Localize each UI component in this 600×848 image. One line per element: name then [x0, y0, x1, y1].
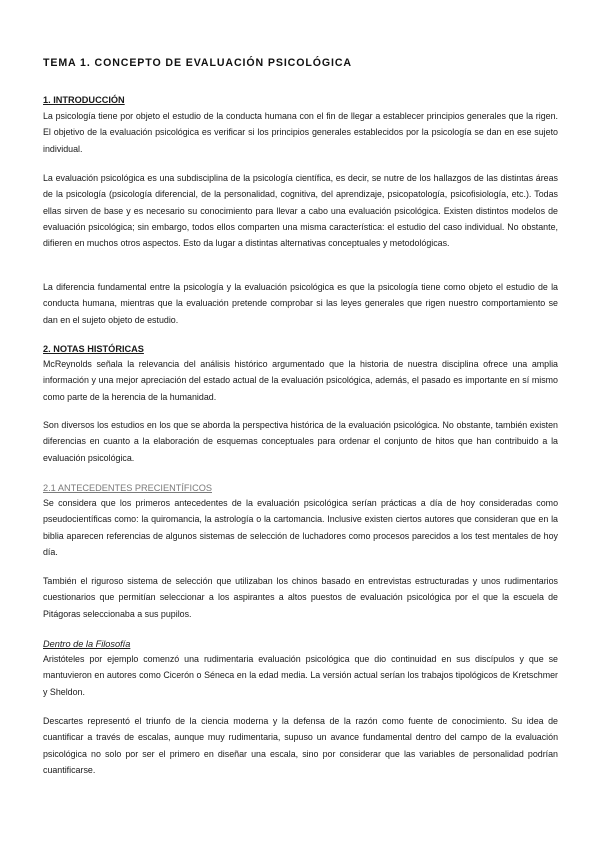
intro-paragraph-2: La evaluación psicológica es una subdisciplina de la psicología científica, es decir, se nutre de los hallazgos de las distintas áreas de la psicología (psicología diferencial, de la personalidad, cognitiva, del aprendizaje, psicopatología, psicofisiología, etc.). Todas ellas sirven de base y es necesario su conocimiento para llevar a cabo una evaluación psicológica. Existen distintos modelos de evaluación psicológica; sin embargo, todos ellos comparten una misma característica: el estudio del caso individual. No obstante, difieren en muchos otros aspectos. Esto da lugar a distintas alternativas conceptuales y metodológicas.	[43, 173, 558, 249]
document-title: TEMA 1. CONCEPTO DE EVALUACIÓN PSICOLÓGICA	[43, 57, 352, 69]
history-paragraph-2: Son diversos los estudios en los que se aborda la perspectiva histórica de la evaluación psicológica. No obstante, también existen diferencias en cuanto a la elaboración de esquemas conceptuales para ordenar el conjunto de hitos que han contribuido a la evaluación psicológica.	[43, 420, 558, 463]
philosophy-paragraph-1: Aristóteles por ejemplo comenzó una rudimentaria evaluación psicológica que dio continuidad en sus discípulos y que se mantuvieron en autores como Cicerón o Séneca en la edad media. La versión actual serían los trabajos tipológicos de Kretschmer y Sheldon.	[43, 654, 558, 697]
subsection-heading-filosofia: Dentro de la Filosofía	[43, 639, 131, 649]
history-paragraph-1: McReynolds señala la relevancia del análisis histórico argumentado que la historia de nuestra disciplina ofrece una amplia información y una mejor apreciación del estado actual de la evaluación psicológica, además, el pasado es importante en sí mismo como parte de la herencia de la humanidad.	[43, 359, 558, 402]
subsection-heading-antecedentes: 2.1 ANTECEDENTES PRECIENTÍFICOS	[43, 483, 212, 493]
section-heading-introduccion: 1. INTRODUCCIÓN	[43, 95, 125, 105]
section-heading-notas-historicas: 2. NOTAS HISTÓRICAS	[43, 344, 144, 354]
philosophy-paragraph-2: Descartes representó el triunfo de la ciencia moderna y la defensa de la razón como fuente de conocimiento. Su idea de cuantificar a través de escalas, aunque muy rudimentaria, supuso un avance fundamental dentro del campo de la evaluación psicológica no solo por ser el primero en diseñar una escala, sino por considerar que las variables de personalidad podrían cuantificarse.	[43, 716, 558, 775]
intro-paragraph-3: La diferencia fundamental entre la psicología y la evaluación psicológica es que la psicología tiene como objeto el estudio de la conducta humana, mientras que la evaluación pretende comprobar si las leyes generales que rigen nuestro comportamiento se dan en el sujeto objeto de estudio.	[43, 282, 558, 325]
antecedents-paragraph-2: También el riguroso sistema de selección que utilizaban los chinos basado en entrevistas estructuradas y unos rudimentarios cuestionarios que permitían seleccionar a los aspirantes a altos puestos de evaluación psicológica por el que la escuela de Pitágoras seleccionaba a sus pupilos.	[43, 576, 558, 619]
intro-paragraph-1: La psicología tiene por objeto el estudio de la conducta humana con el fin de llegar a establecer principios generales que la rigen. El objetivo de la evaluación psicológica es verificar si los principios generales establecidos por la psicología se dan en ese sujeto individual.	[43, 111, 558, 154]
antecedents-paragraph-1: Se considera que los primeros antecedentes de la evaluación psicológica serían prácticas a día de hoy consideradas como pseudocientíficas como: la quiromancia, la astrología o la cartomancia. Inclusive existen ciertos autores que consideran que en la biblia aparecen referencias de algunos sistemas de selección de luchadores como procesos parecidos a los test mentales de hoy día.	[43, 498, 558, 557]
